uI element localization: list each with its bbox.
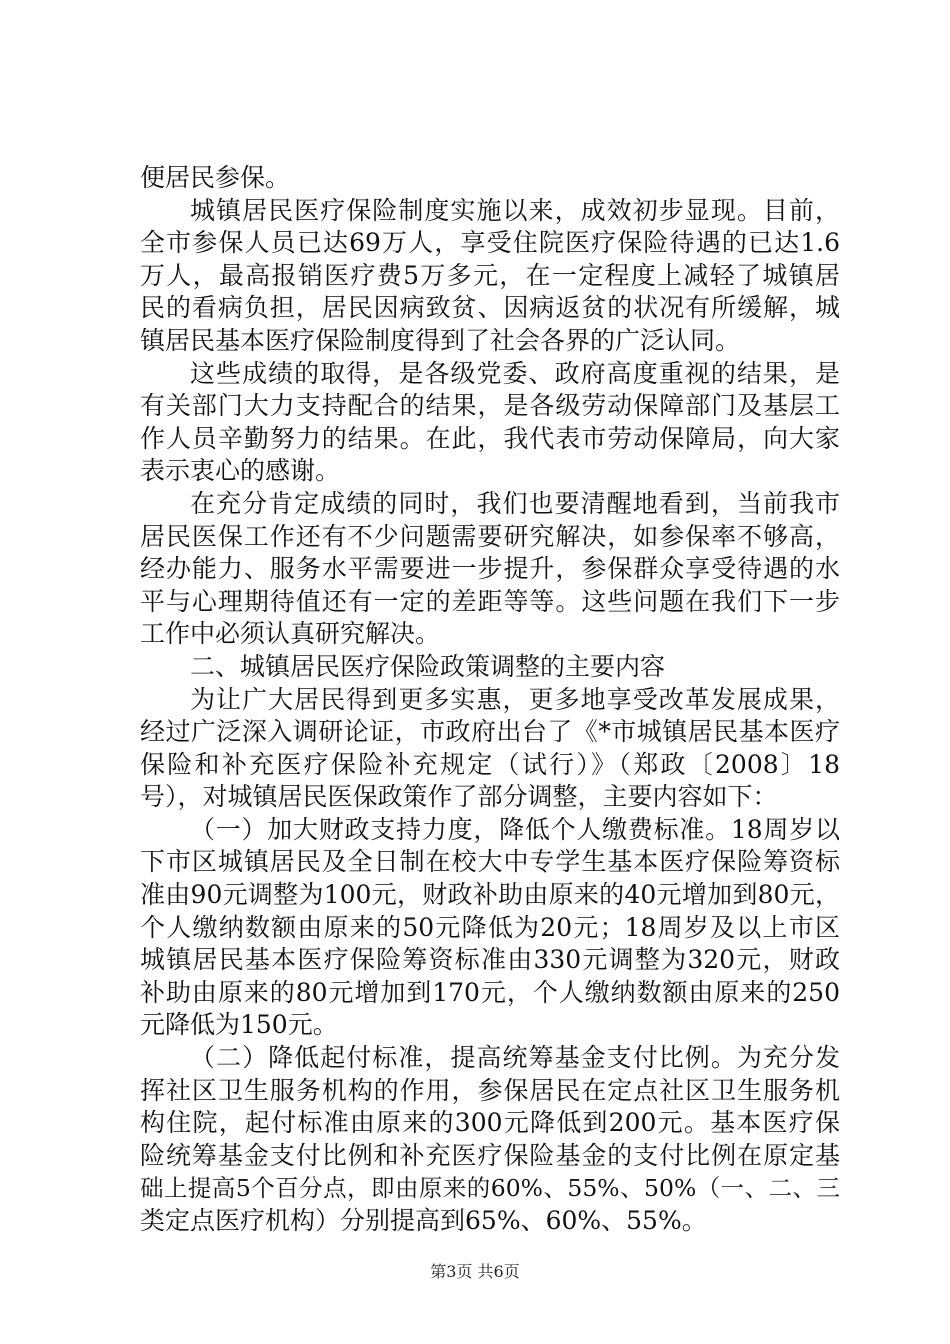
text-line: 镇居民基本医疗保险制度得到了社会各界的广泛认同。: [140, 325, 741, 355]
text-line: 构住院，起付标准由原来的300元降低到200元。基本医疗保: [140, 1108, 840, 1138]
text-line: 准由90元调整为100元，财政补助由原来的40元增加到80元，: [140, 880, 840, 910]
text-line: 作人员辛勤努力的结果。在此，我代表市劳动保障局，向大家: [140, 423, 840, 453]
text-line: 个人缴纳数额由原来的50元降低为20元；18周岁及以上市区: [140, 912, 840, 942]
text-line: 号），对城镇居民医保政策作了部分调整，主要内容如下：: [140, 782, 778, 812]
text-line: （一）加大财政支持力度，降低个人缴费标准。18周岁以: [190, 814, 840, 844]
text-line: 险统筹基金支付比例和补充医疗保险基金的支付比例在原定基: [140, 1140, 840, 1170]
text-line: 民的看病负担，居民因病致贫、因病返贫的状况有所缓解，城: [140, 293, 840, 323]
text-line: 全市参保人员已达69万人，享受住院医疗保险待遇的已达1.6: [140, 228, 840, 258]
text-line: 表示衷心的感谢。: [140, 456, 341, 486]
text-line: 经办能力、服务水平需要进一步提升，参保群众享受待遇的水: [140, 554, 840, 584]
text-line: 经过广泛深入调研论证，市政府出台了《*市城镇居民基本医疗: [140, 717, 840, 747]
text-line: 工作中必须认真研究解决。: [140, 619, 441, 649]
text-line: 下市区城镇居民及全日制在校大中专学生基本医疗保险筹资标: [140, 847, 840, 877]
text-line: 居民医保工作还有不少问题需要研究解决，如参保率不够高，: [140, 521, 840, 551]
text-line: 这些成绩的取得，是各级党委、政府高度重视的结果，是: [190, 358, 840, 388]
text-line: 元降低为150元。: [140, 1010, 338, 1040]
text-line: 为让广大居民得到更多实惠，更多地享受改革发展成果，: [190, 684, 840, 714]
text-line: 在充分肯定成绩的同时，我们也要清醒地看到，当前我市: [190, 488, 840, 518]
text-line: 础上提高5个百分点，即由原来的60%、55%、50%（一、二、三: [140, 1174, 840, 1203]
text-line: 类定点医疗机构）分别提高到65%、60%、55%。: [140, 1206, 707, 1235]
text-line: 万人，最高报销医疗费5万多元，在一定程度上减轻了城镇居: [140, 260, 840, 290]
text-line: 补助由原来的80元增加到170元，个人缴纳数额由原来的250: [140, 977, 840, 1007]
text-line: 有关部门大力支持配合的结果，是各级劳动保障部门及基层工: [140, 391, 840, 421]
text-line: 保险和补充医疗保险补充规定（试行）》（郑政〔2008〕18: [140, 749, 840, 779]
text-line: 城镇居民基本医疗保险筹资标准由330元调整为320元，财政: [140, 945, 840, 975]
text-line: （二）降低起付标准，提高统筹基金支付比例。为充分发: [190, 1043, 840, 1073]
document-body: [140, 162, 840, 1238]
page-footer: 第3页 共6页: [430, 1262, 520, 1281]
text-line: 挥社区卫生服务机构的作用，参保居民在定点社区卫生服务机: [140, 1075, 840, 1105]
text-line: 二、城镇居民医疗保险政策调整的主要内容: [190, 651, 666, 681]
text-line: 便居民参保。: [140, 163, 291, 192]
text-line: 平与心理期待值还有一定的差距等等。这些问题在我们下一步: [140, 586, 840, 616]
text-line: 城镇居民医疗保险制度实施以来，成效初步显现。目前，: [190, 195, 840, 225]
